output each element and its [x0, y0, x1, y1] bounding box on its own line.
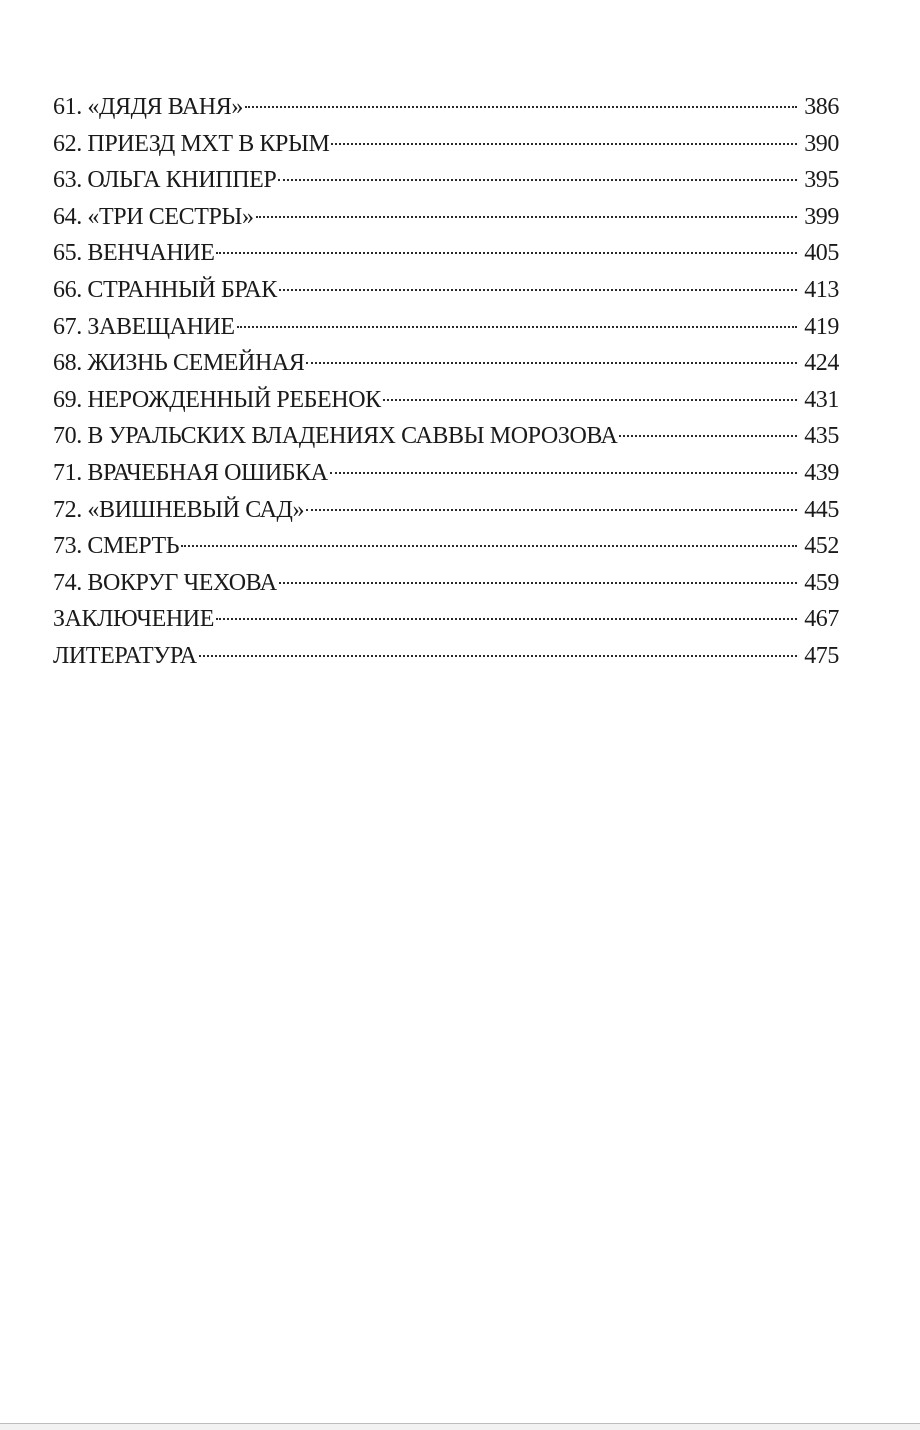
toc-entry-page: 459 — [804, 569, 839, 596]
toc-entry-page: 399 — [804, 203, 839, 230]
toc-entry — [53, 126, 839, 163]
toc-entry-page: 435 — [804, 423, 839, 450]
toc-entry-page: 390 — [804, 130, 839, 157]
toc-entry — [53, 345, 839, 382]
dot-leader — [279, 582, 797, 584]
toc-entry-page: 424 — [804, 350, 839, 377]
dot-leader — [306, 362, 797, 364]
dot-leader — [619, 435, 797, 437]
toc-entry-title: 61. «ДЯДЯ ВАНЯ» — [53, 94, 243, 120]
dot-leader — [279, 289, 797, 291]
toc-entry-title: 70. В УРАЛЬСКИХ ВЛАДЕНИЯХ САВВЫ МОРОЗОВА — [53, 423, 618, 450]
toc-entry-page: 452 — [804, 533, 839, 560]
toc-entry — [53, 565, 839, 602]
toc-entry — [53, 162, 839, 199]
toc-entry-title: 62. ПРИЕЗД МХТ В КРЫМ — [53, 130, 330, 157]
toc-entry-page: 386 — [804, 94, 839, 120]
toc-entry-title: ЗАКЛЮЧЕНИЕ — [53, 606, 214, 633]
toc-entry — [53, 89, 839, 126]
toc-entry-title: 71. ВРАЧЕБНАЯ ОШИБКА — [53, 459, 328, 486]
toc-entry-page: 467 — [804, 606, 839, 633]
toc-entry-title: 72. «ВИШНЕВЫЙ САД» — [53, 496, 305, 523]
toc-entry-title: 64. «ТРИ СЕСТРЫ» — [53, 203, 254, 230]
toc-entry — [53, 418, 839, 455]
toc-entry-page: 439 — [804, 459, 839, 486]
toc-entry — [53, 382, 839, 419]
toc-entry-page: 395 — [804, 167, 839, 194]
toc-entry-title: ЛИТЕРАТУРА — [53, 642, 197, 669]
toc-entry-title: 73. СМЕРТЬ — [53, 533, 180, 560]
toc-entry — [53, 309, 839, 346]
dot-leader — [256, 216, 797, 218]
toc-entry-page: 405 — [804, 240, 839, 267]
toc-entry-title: 65. ВЕНЧАНИЕ — [53, 240, 215, 267]
toc-entry-title: 66. СТРАННЫЙ БРАК — [53, 276, 277, 303]
dot-leader — [330, 472, 797, 474]
toc-entry-title: 68. ЖИЗНЬ СЕМЕЙНАЯ — [53, 350, 305, 377]
dot-leader — [216, 252, 797, 254]
toc-entry-page: 475 — [804, 642, 839, 669]
toc-entry-page: 445 — [804, 496, 839, 523]
dot-leader — [383, 399, 797, 401]
toc-entry-page: 431 — [804, 386, 839, 413]
dot-leader — [245, 106, 797, 108]
toc-entry-title: 67. ЗАВЕЩАНИЕ — [53, 313, 235, 340]
toc-entry — [53, 528, 839, 565]
toc-entry — [53, 235, 839, 272]
toc-entry-title: 63. ОЛЬГА КНИППЕР — [53, 167, 277, 194]
toc-entry — [53, 455, 839, 492]
toc-entry-title: 74. ВОКРУГ ЧЕХОВА — [53, 569, 277, 596]
dot-leader — [331, 143, 797, 145]
dot-leader — [278, 179, 797, 181]
toc-entry — [53, 638, 839, 675]
dot-leader — [216, 618, 797, 620]
toc-entry — [53, 601, 839, 638]
dot-leader — [199, 655, 797, 657]
dot-leader — [306, 509, 797, 511]
dot-leader — [237, 326, 797, 328]
toc-entry — [53, 199, 839, 236]
toc-entry-title: 69. НЕРОЖДЕННЫЙ РЕБЕНОК — [53, 386, 381, 413]
toc-entry — [53, 272, 839, 309]
toc-entry — [53, 492, 839, 529]
toc-entry-page: 413 — [804, 276, 839, 303]
dot-leader — [181, 545, 797, 547]
toc-entry-page: 419 — [804, 313, 839, 340]
table-of-contents — [53, 89, 839, 675]
